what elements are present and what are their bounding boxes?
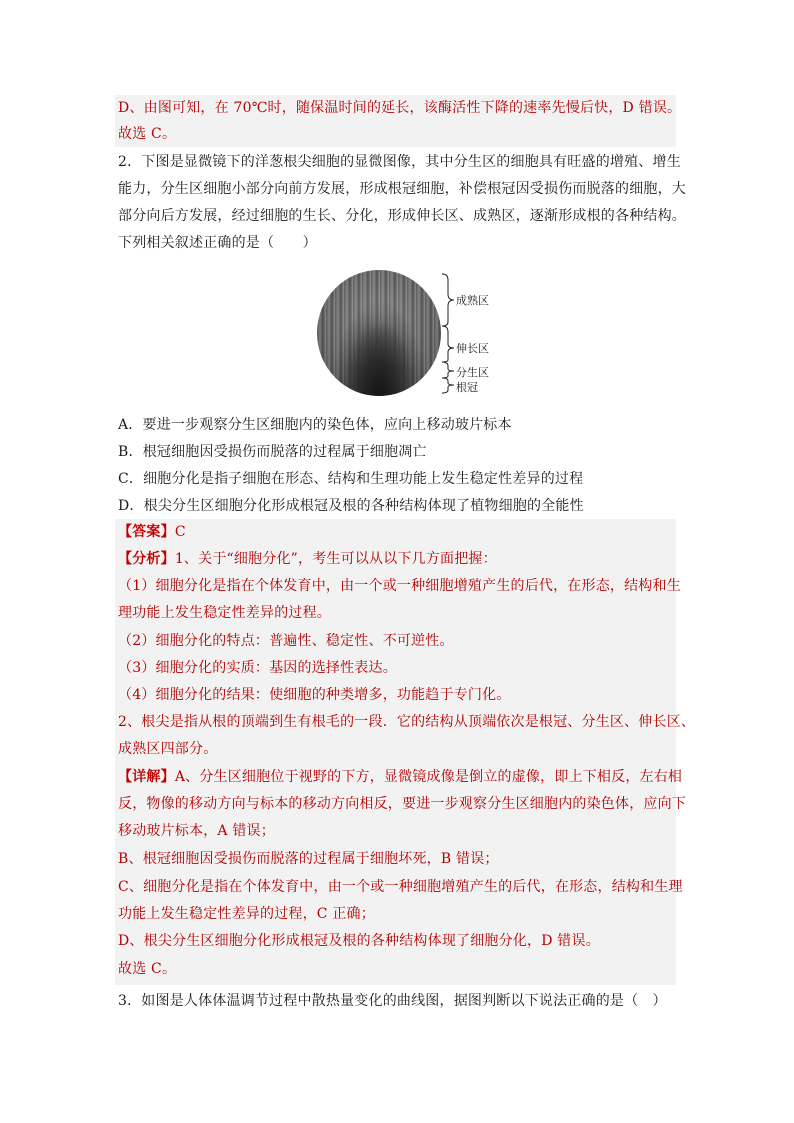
answer-tag: 【答案】: [118, 524, 175, 540]
detail-line-4: B、根冠细胞因受损伤而脱落的过程属于细胞坏死，B 错误；: [118, 851, 499, 867]
label-meristem-zone: 分生区: [456, 366, 489, 379]
analysis-line-1: [118, 548, 497, 570]
option-d-explanation: D、由图可知，在 70℃时，随保温时间的延长，该酶活性下降的速率先慢后快，D 错误。: [118, 100, 682, 116]
detail-line-8: 故选 C。: [118, 961, 177, 977]
detail-tag: 【详解】: [118, 769, 175, 785]
analysis-line-6: （4）细胞分化的结果：使细胞的种类增多，功能趋于专门化。: [118, 687, 511, 703]
answer-value: C: [174, 524, 186, 540]
question2-stem-line-2: 能力，分生区细胞小部分向前方发展，形成根冠细胞，补偿根冠因受损伤而脱落的细胞，大: [118, 181, 686, 197]
detail-line-5: C、细胞分化是指在个体发育中，由一个或一种细胞增殖产生的后代，在形态，结构和生理: [118, 879, 683, 895]
detail-line-7: D、根尖分生区细胞分化形成根冠及根的各种结构体现了细胞分化，D 错误。: [118, 933, 600, 949]
question3-stem: 3．如图是人体体温调节过程中散热量变化的曲线图，据图判断以下说法正确的是（ ）: [118, 993, 667, 1009]
label-maturation-zone: 成熟区: [456, 294, 489, 307]
detail-line-6: 功能上发生稳定性差异的过程，C 正确；: [118, 906, 375, 922]
option-b: B．根冠细胞因受损伤而脱落的过程属于细胞凋亡: [118, 444, 427, 460]
analysis-line-5: （3）细胞分化的实质：基因的选择性表达。: [118, 660, 397, 676]
option-c: C．细胞分化是指子细胞在形态、结构和生理功能上发生稳定性差异的过程: [118, 471, 584, 487]
analysis-line-7: 2、根尖是指从根的顶端到生有根毛的一段．它的结构从顶端依次是根冠、分生区、伸长区、: [118, 714, 696, 730]
analysis-line-4: （2）细胞分化的特点：普遍性、稳定性、不可逆性。: [118, 633, 454, 649]
conclusion-line: 故选 C。: [118, 126, 177, 142]
question2-stem-line-1: 2．下图是显微镜下的洋葱根尖细胞的显微图像，其中分生区的细胞具有旺盛的增殖、增生: [118, 154, 681, 170]
onion-root-tip-micrograph: [317, 270, 441, 396]
analysis-line-3: 理功能上发生稳定性差异的过程。: [118, 605, 331, 621]
detail-line-3: 移动玻片标本，A 错误；: [118, 823, 275, 839]
analysis-line-8: 成熟区四部分。: [118, 741, 218, 757]
analysis-line-2: （1）细胞分化是指在个体发育中，由一个或一种细胞增殖产生的后代，在形态，结构和生: [118, 578, 681, 594]
option-a: A．要进一步观察分生区细胞内的染色体，应向上移动玻片标本: [118, 417, 512, 433]
detail-first: A、分生区细胞位于视野的下方，显微镜成像是倒立的虚像，即上下相反，左右相: [174, 769, 683, 785]
question2-stem-line-4: 下列相关叙述正确的是（ ）: [118, 235, 317, 251]
detail-line-2: 反，物像的移动方向与标本的移动方向相反，要进一步观察分生区细胞内的染色体，应向下: [118, 796, 686, 812]
question2-stem-line-3: 部分向后方发展，经过细胞的生长、分化，形成伸长区、成熟区，逐渐形成根的各种结构。: [118, 208, 686, 224]
label-elongation-zone: 伸长区: [456, 342, 489, 355]
zone-brackets: [440, 272, 456, 397]
answer-line: [118, 521, 186, 543]
analysis-tag: 【分析】: [118, 551, 175, 567]
detail-line-1: [118, 766, 682, 788]
label-root-cap: 根冠: [456, 381, 478, 394]
analysis-first: 1、关于“细胞分化”，考生可以从以下几方面把握：: [174, 551, 497, 567]
option-d: D．根尖分生区细胞分化形成根冠及根的各种结构体现了植物细胞的全能性: [118, 498, 584, 514]
